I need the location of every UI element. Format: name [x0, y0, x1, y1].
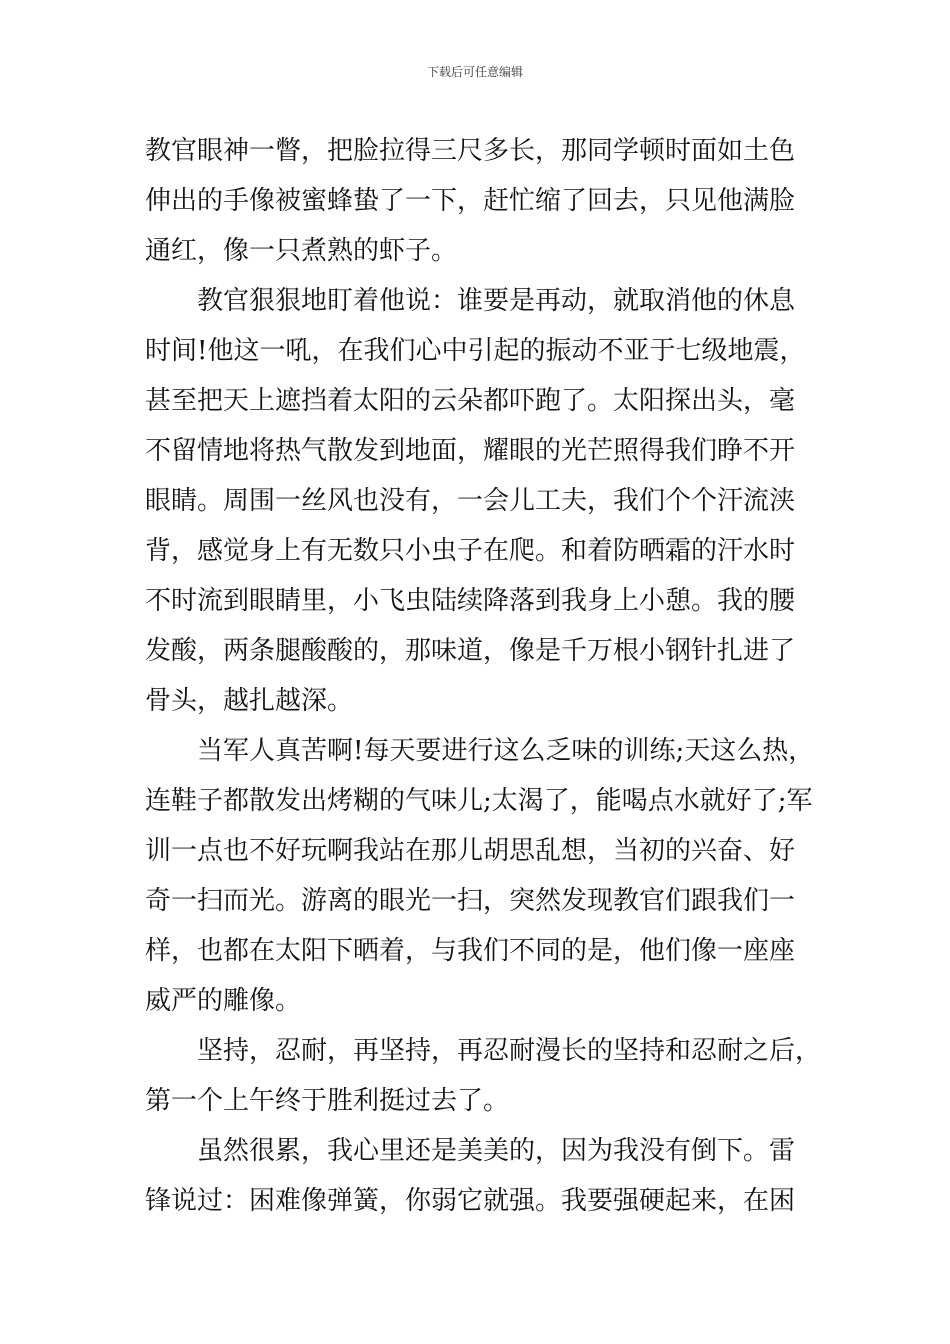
- text-line: 通红，像一只煮熟的虾子。: [145, 236, 458, 266]
- text-line: 锋说过：困难像弹簧，你弱它就强。我要强硬起来，在困: [145, 1186, 796, 1216]
- text-line: 当军人真苦啊!每天要进行这么乏味的训练;天这么热，: [197, 736, 815, 766]
- text-line: 第一个上午终于胜利挺过去了。: [145, 1086, 510, 1116]
- text-line: 甚至把天上遮挡着太阳的云朵都吓跑了。太阳探出头，毫: [145, 386, 796, 416]
- text-line: 连鞋子都散发出烤糊的气味儿;太渴了，能喝点水就好了;军: [145, 786, 813, 816]
- page-header: 下载后可任意编辑: [426, 65, 523, 79]
- text-line: 眼睛。周围一丝风也没有，一会儿工夫，我们个个汗流浃: [145, 486, 796, 516]
- text-line: 伸出的手像被蜜蜂蛰了一下，赶忙缩了回去，只见他满脸: [145, 186, 796, 216]
- text-line: 威严的雕像。: [145, 986, 302, 1016]
- paragraph: [145, 126, 845, 276]
- document-body: [145, 126, 845, 1226]
- paragraph: [145, 1026, 845, 1126]
- paragraph: [145, 276, 845, 726]
- text-line: 虽然很累，我心里还是美美的，因为我没有倒下。雷: [197, 1136, 796, 1166]
- text-line: 样，也都在太阳下晒着，与我们不同的是，他们像一座座: [145, 936, 796, 966]
- text-line: 奇一扫而光。游离的眼光一扫，突然发现教官们跟我们一: [145, 886, 796, 916]
- text-line: 不时流到眼睛里，小飞虫陆续降落到我身上小憩。我的腰: [145, 586, 796, 616]
- paragraph: [145, 726, 845, 1026]
- text-line: 教官狠狠地盯着他说：谁要是再动，就取消他的休息: [197, 286, 796, 316]
- text-line: 坚持，忍耐，再坚持，再忍耐漫长的坚持和忍耐之后，: [197, 1036, 822, 1066]
- text-line: 发酸，两条腿酸酸的，那味道，像是千万根小钢针扎进了: [145, 636, 796, 666]
- text-line: 骨头，越扎越深。: [145, 686, 354, 716]
- text-line: 背，感觉身上有无数只小虫子在爬。和着防晒霜的汗水时: [145, 536, 796, 566]
- text-line: 教官眼神一瞥，把脸拉得三尺多长，那同学顿时面如土色: [145, 136, 796, 166]
- text-line: 不留情地将热气散发到地面，耀眼的光芒照得我们睁不开: [145, 436, 796, 466]
- paragraph: [145, 1126, 845, 1226]
- text-line: 训一点也不好玩啊我站在那儿胡思乱想，当初的兴奋、好: [145, 836, 796, 866]
- text-line: 时间!他这一吼，在我们心中引起的振动不亚于七级地震，: [145, 336, 806, 366]
